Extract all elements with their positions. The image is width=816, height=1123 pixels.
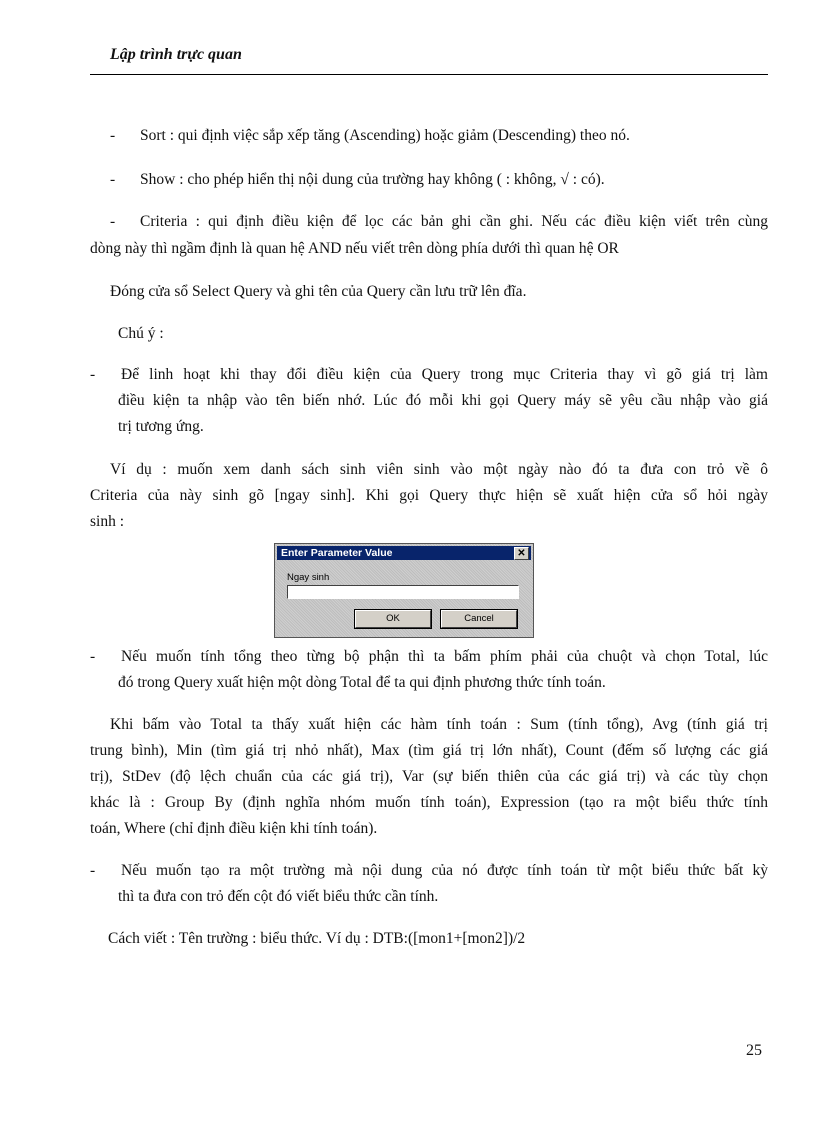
ngay-sinh-label: Ngay sinh [287, 572, 330, 583]
field-line-1: Nếu muốn tạo ra một trường mà nội dung của nó được tính toán từ một biểu thức bất kỳ [121, 862, 768, 879]
close-icon[interactable]: ✕ [514, 547, 529, 560]
example-line-1: Ví dụ : muốn xem danh sách sinh viên sinh vào một ngày nào đó ta đưa con trỏ về ô [110, 461, 768, 478]
bullet-dash: - [110, 171, 116, 188]
total-line-1: Nếu muốn tính tổng theo từng bộ phận thì ta bấm phím phải của chuột và chọn Total, lúc [121, 648, 768, 665]
bullet-dash: - [110, 127, 116, 144]
functions-line-2: trung bình), Min (tìm giá trị nhỏ nhất), Max (tìm giá trị lớn nhất), Count (đếm số lượng các giá [90, 742, 768, 759]
example-line-3: sinh : [90, 513, 125, 530]
dialog-title: Enter Parameter Value [281, 547, 393, 559]
example-line-2: Criteria của này sinh gõ [ngay sinh]. Khi gọi Query thực hiện sẽ xuất hiện cửa sổ hỏi ngày [90, 487, 768, 504]
ok-button[interactable]: OK [355, 610, 431, 628]
criteria-line-2: dòng này thì ngầm định là quan hệ AND nếu viết trên dòng phía dưới thì quan hệ OR [90, 240, 619, 257]
bullet-dash: - [90, 648, 96, 665]
header-rule [90, 74, 768, 75]
sort-line: Sort : qui định việc sắp xếp tăng (Ascending) hoặc giảm (Descending) theo nó. [140, 127, 630, 144]
syntax-line: Cách viết : Tên trường : biểu thức. Ví dụ : DTB:([mon1+[mon2])/2 [108, 930, 526, 947]
bullet-dash: - [90, 366, 96, 383]
total-line-2: đó trong Query xuất hiện một dòng Total để ta qui định phương thức tính toán. [118, 674, 606, 691]
close-line: Đóng cửa sổ Select Query và ghi tên của Query cần lưu trữ lên đĩa. [110, 283, 527, 300]
note-line: Chú ý : [118, 325, 164, 342]
flex-line-2: điều kiện ta nhập vào tên biến nhớ. Lúc đó mỗi khi gọi Query máy sẽ yêu cầu nhập vào giá [118, 392, 768, 409]
parameter-dialog [274, 543, 534, 638]
dialog-titlebar [277, 546, 531, 560]
show-line: Show : cho phép hiển thị nội dung của trường hay không ( : không, √ : có). [140, 171, 605, 188]
page-number: 25 [746, 1042, 762, 1059]
functions-line-1: Khi bấm vào Total ta thấy xuất hiện các hàm tính toán : Sum (tính tổng), Avg (tính giá trị [110, 716, 768, 733]
header-title: Lập trình trực quan [110, 46, 242, 63]
bullet-dash: - [90, 862, 96, 879]
ngay-sinh-input[interactable] [287, 585, 519, 599]
functions-line-3: trị), StDev (độ lệch chuẩn của các giá trị), Var (sự biến thiên của các giá trị) và các tùy chọn [90, 768, 768, 785]
flex-line-1: Để linh hoạt khi thay đổi điều kiện của Query trong mục Criteria thay vì gõ giá trị làm [121, 366, 768, 383]
functions-line-4: khác là : Group By (định nghĩa nhóm muốn tính toán), Expression (tạo ra một biểu thức tính [90, 794, 768, 811]
flex-line-3: trị tương ứng. [118, 418, 204, 435]
field-line-2: thì ta đưa con trỏ đến cột đó viết biểu thức cần tính. [118, 888, 439, 905]
functions-line-5: toán, Where (chỉ định điều kiện khi tính toán). [90, 820, 378, 837]
bullet-dash: - [110, 213, 116, 230]
criteria-line-1: Criteria : qui định điều kiện để lọc các bản ghi cần ghi. Nếu các điều kiện viết trên cùng [140, 213, 768, 230]
cancel-button[interactable]: Cancel [441, 610, 517, 628]
